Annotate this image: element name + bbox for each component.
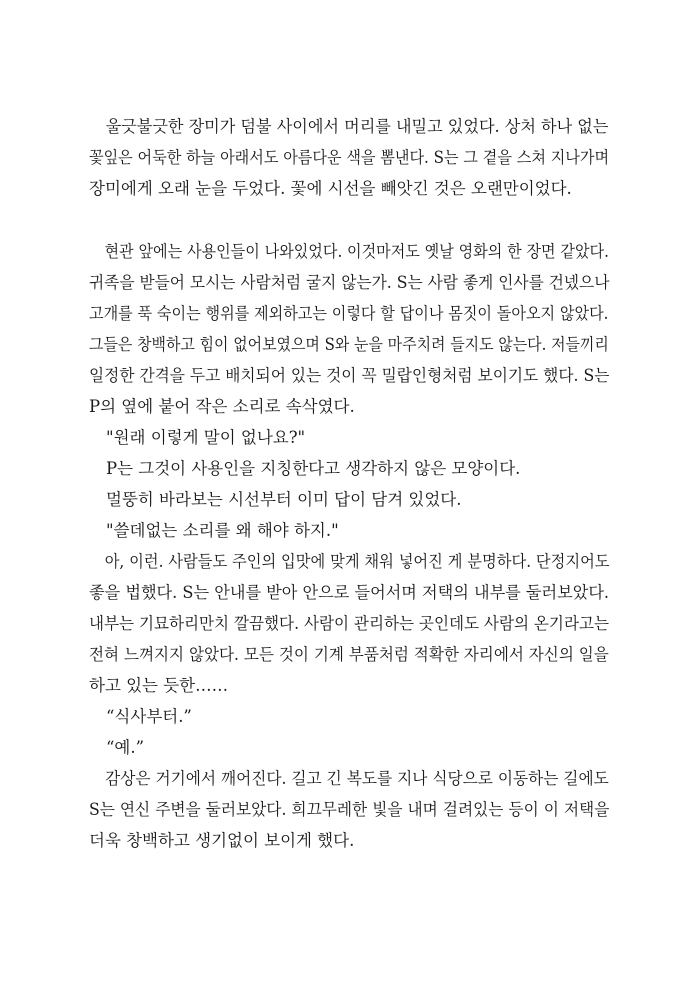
text-line: 전혀 느껴지지 않았다. 모든 것이 기계 부품처럼 적확한 자리에서 자신의 일을 bbox=[89, 645, 609, 664]
text-line: 꽃잎은 어둑한 하늘 아래서도 아름다운 색을 뽐낸다. S는 그 곁을 스쳐 지나가며 bbox=[89, 148, 610, 167]
text-line: 그들은 창백하고 힘이 없어보였으며 S와 눈을 마주치려 들지도 않는다. 저들끼리 bbox=[89, 335, 609, 354]
text-line: P의 옆에 붙어 작은 소리로 속삭였다. bbox=[89, 397, 355, 416]
dialogue-line: “예.” bbox=[106, 738, 145, 757]
text-line: 좋을 법했다. S는 안내를 받아 안으로 들어서며 저택의 내부를 둘러보았다. bbox=[89, 583, 610, 602]
text-line: 현관 앞에는 사용인들이 나와있었다. 이것마저도 옛날 영화의 한 장면 같았다. bbox=[104, 242, 609, 261]
text-line: 귀족을 받들어 모시는 사람처럼 굴지 않는가. S는 사람 좋게 인사를 건넸으나 bbox=[89, 273, 610, 292]
text-line: P는 그것이 사용인을 지칭한다고 생각하지 않은 모양이다. bbox=[106, 459, 521, 478]
text-line: 감상은 거기에서 깨어진다. 길고 긴 복도를 지나 식당으로 이동하는 길에도 bbox=[105, 769, 609, 788]
text-line: 고개를 푹 숙이는 행위를 제외하고는 이렇다 할 답이나 몸짓이 돌아오지 않았다. bbox=[89, 304, 609, 323]
text-line: 멀뚱히 바라보는 시선부터 이미 답이 담겨 있었다. bbox=[106, 490, 462, 509]
text-line: 아, 이런. 사람들도 주인의 입맛에 맞게 채워 넣어진 게 분명하다. 단정지어도 bbox=[104, 552, 610, 571]
dialogue-line: “식사부터.” bbox=[106, 707, 192, 726]
text-line: 울긋불긋한 장미가 덤불 사이에서 머리를 내밀고 있었다. 상처 하나 없는 bbox=[105, 117, 609, 136]
dialogue-line: "원래 이렇게 말이 없나요?" bbox=[106, 428, 306, 447]
dialogue-line: "쓸데없는 소리를 왜 해야 하지." bbox=[106, 521, 339, 540]
text-line: 일정한 간격을 두고 배치되어 있는 것이 꼭 밀랍인형처럼 보이기도 했다. S는 bbox=[89, 366, 610, 385]
text-line: 내부는 기묘하리만치 깔끔했다. 사람이 관리하는 곳인데도 사람의 온기라고는 bbox=[89, 614, 609, 633]
text-line: 더욱 창백하고 생기없이 보이게 했다. bbox=[89, 831, 355, 850]
text-line: S는 연신 주변을 둘러보았다. 희끄무레한 빛을 내며 걸려있는 등이 이 저택을 bbox=[89, 800, 610, 819]
text-line: 하고 있는 듯한…… bbox=[89, 676, 229, 695]
text-line: 장미에게 오래 눈을 두었다. 꽃에 시선을 빼앗긴 것은 오랜만이었다. bbox=[89, 179, 572, 198]
